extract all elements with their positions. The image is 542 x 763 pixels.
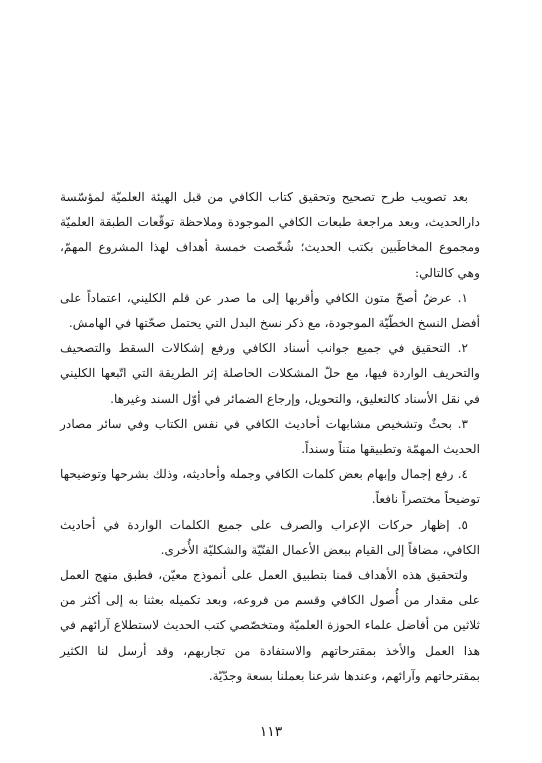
intro-paragraph: بعد تصويب طرح تصحيح وتحقيق كتاب الكافي من قبل الهيئة العلميّة لمؤسّسة دارالحديث، وبعد مراجعة طبعات الكافي الموجودة وملاحظة توقّعات الطبقة العلميّة ومجموع المخاطَبين بكتب الحديث؛ شُخّصت خمسة أهداف لهذا المشروع المهمّ، وهي كالتالي:	[60, 190, 480, 280]
closing-paragraph: ولتحقيق هذه الأهداف قمنا بتطبيق العمل على أنموذج معيّن، فطبق منهج العمل على مقدار من أُصول الكافي وقسم من فروعه، وبعد تكميله بعثنا به إلى أكثر من ثلاثين من أفاضل علماء الحوزة العلميّة ومتخصّصي كتب الحديث لاستطلاع آرائهم في هذا العمل والأخذ بمقترحاتهم والاستفادة من تجاربهم، وقد أرسل لنا الكثير بمقترحاتهم وآرائهم، وعندها شرعنا بعملنا بسعة وجدّيّة.	[60, 568, 480, 683]
body-text	[60, 185, 480, 689]
goal-3-paragraph: ٣. بحثٌ وتشخيص مشابهات أحاديث الكافي في نفس الكتاب وفي سائر مصادر الحديث المهمّة وتطبيقها متناً وسنداً.	[60, 416, 480, 457]
goal-1-paragraph: ١. عرضُ أصحّ متون الكافي وأقربها إلى ما صدر عن قلم الكليني، اعتماداً على أفضل النسخ الخطّيّة الموجودة، مع ذكر نسخ البدل التي يحتمل صحّتها في الهامش.	[60, 290, 480, 331]
goal-4-paragraph: ٤. رفع إجمال وإبهام بعض كلمات الكافي وجمله وأحاديثه، وذلك بشرحها وتوضيحها توضيحاً مختصراً نافعاً.	[60, 467, 480, 507]
goal-5-paragraph: ٥. إظهار حركات الإعراب والصرف على جميع الكلمات الواردة في أحاديث الكافي، مضافاً إلى القيام ببعض الأعمال الفنّيّة والشكليّة الأُخرى.	[60, 517, 480, 557]
goal-2-paragraph: ٢. التحقيق في جميع جوانب أسناد الكافي ورفع إشكالات السقط والتصحيف والتحريف الواردة فيها، مع حلّ المشكلات الحاصلة إثر الطريقة التي اتّبعها الكليني في نقل الأسناد كالتعليق، والتحويل، وإرجاع الضمائر في أوّل السند وغيرها.	[60, 341, 480, 406]
page-number: ١١٣	[259, 724, 283, 740]
